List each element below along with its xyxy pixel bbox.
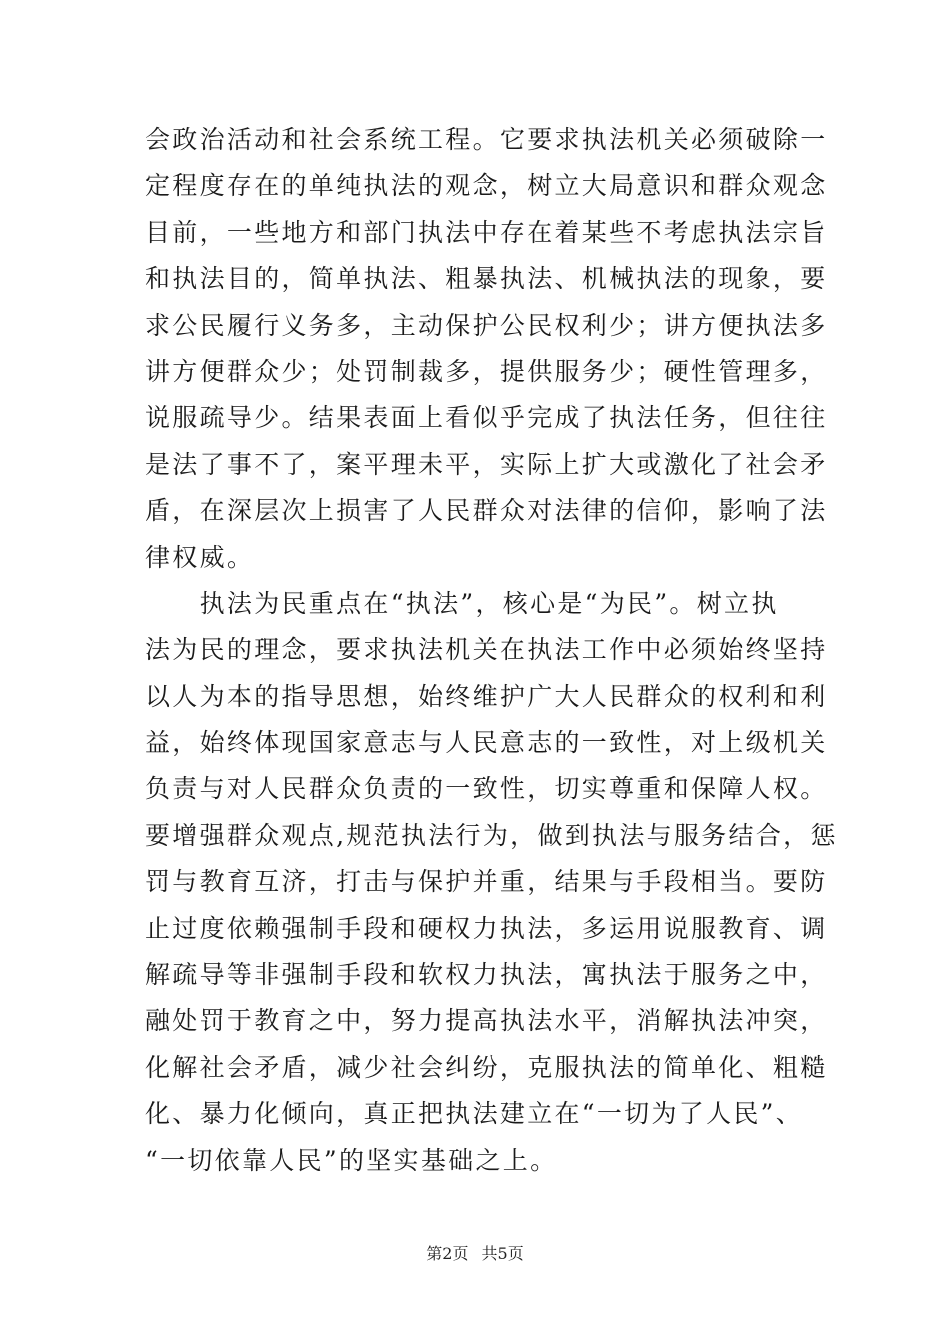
- text-line: “一切依靠人民”的坚实基础之上。: [145, 1145, 558, 1175]
- text-line: 和执法目的，简单执法、粗暴执法、机械执法的现象，要: [145, 264, 828, 294]
- text-line: 罚与教育互济，打击与保护并重，结果与手段相当。要防: [145, 867, 828, 897]
- text-line: 负责与对人民群众负责的一致性，切实尊重和保障人权。: [145, 774, 828, 804]
- page-footer: [0, 1241, 950, 1264]
- text-line: 讲方便群众少；处罚制裁多，提供服务少；硬性管理多，: [145, 356, 828, 386]
- body-text: [145, 117, 838, 1184]
- text-line: 融处罚于教育之中，努力提高执法水平，消解执法冲突，: [145, 1006, 828, 1036]
- text-line: 要增强群众观点,规范执法行为，做到执法与服务结合，惩: [145, 820, 838, 850]
- text-line: 执法为民重点在“执法”，核心是“为民”。树立执: [145, 588, 779, 618]
- text-line: 益，始终体现国家意志与人民意志的一致性，对上级机关: [145, 728, 828, 758]
- text-line: 法为民的理念，要求执法机关在执法工作中必须始终坚持: [145, 635, 828, 665]
- text-line: 以人为本的指导思想，始终维护广大人民群众的权利和利: [145, 681, 828, 711]
- text-line: 是法了事不了，案平理未平，实际上扩大或激化了社会矛: [145, 449, 828, 479]
- text-line: 说服疏导少。结果表面上看似乎完成了执法任务，但往往: [145, 403, 828, 433]
- text-line: 盾，在深层次上损害了人民群众对法律的信仰，影响了法: [145, 496, 828, 526]
- text-line: 定程度存在的单纯执法的观念，树立大局意识和群众观念: [145, 171, 828, 201]
- text-line: 化、暴力化倾向，真正把执法建立在“一切为了人民”、: [145, 1099, 804, 1129]
- text-line: 求公民履行义务多，主动保护公民权利少；讲方便执法多: [145, 310, 828, 340]
- text-line: 化解社会矛盾，减少社会纠纷，克服执法的简单化、粗糙: [145, 1052, 828, 1082]
- text-line: 解疏导等非强制手段和软权力执法，寓执法于服务之中，: [145, 960, 828, 990]
- page-total: 共5页: [481, 1244, 524, 1263]
- page-number: 第2页: [426, 1244, 469, 1263]
- text-line: 律权威。: [145, 542, 255, 572]
- text-line: 会政治活动和社会系统工程。它要求执法机关必须破除一: [145, 125, 828, 154]
- text-line: 止过度依赖强制手段和硬权力执法，多运用说服教育、调: [145, 913, 828, 943]
- text-line: 目前，一些地方和部门执法中存在着某些不考虑执法宗旨: [145, 217, 828, 247]
